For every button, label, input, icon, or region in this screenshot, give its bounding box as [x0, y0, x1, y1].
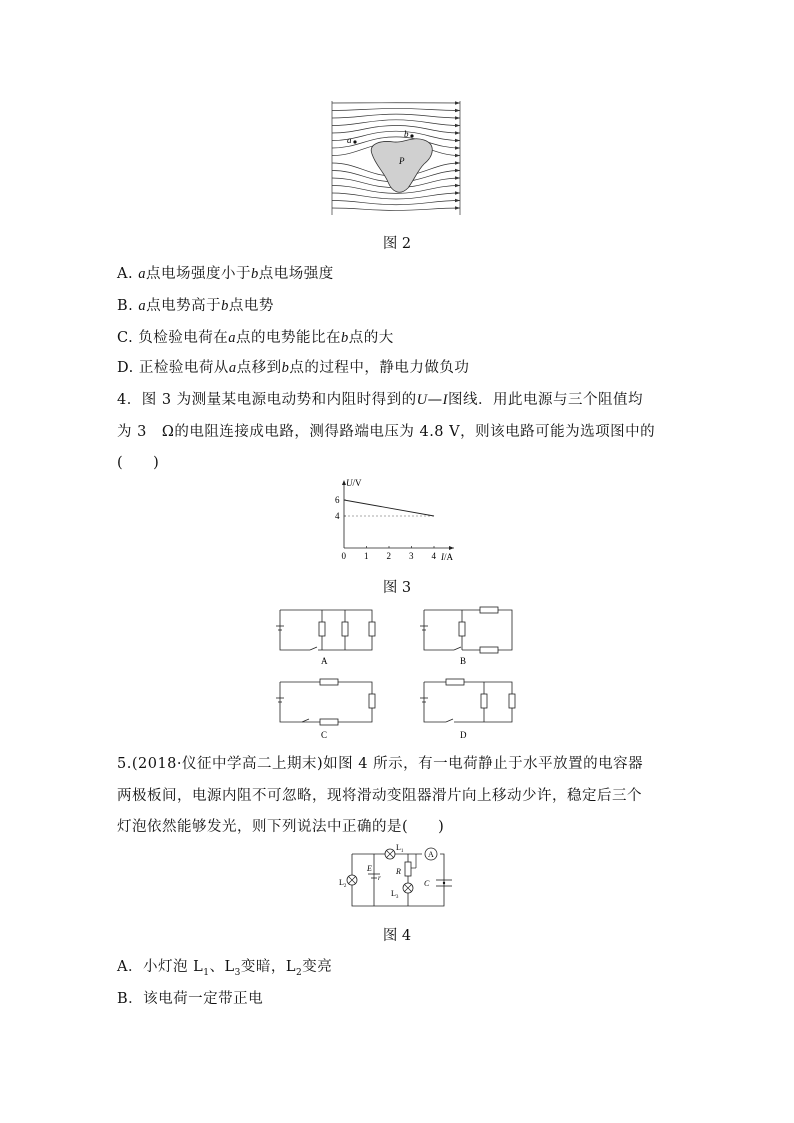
label-p: P: [399, 156, 405, 166]
x-tick-label: 2: [386, 551, 391, 561]
label-r: R: [396, 867, 401, 876]
label-r-internal: r: [378, 874, 381, 882]
chart-line-u-i: [344, 500, 434, 516]
option-5a: A．小灯泡 $L_1$、$L_3$变暗，$L_2$变亮: [117, 959, 333, 978]
circuit-option-d: [418, 678, 522, 744]
figure-4-circuit: [338, 840, 458, 912]
circuit-label-c: C: [321, 730, 328, 740]
lamp-l2: [347, 875, 357, 885]
circuit-option-b: [418, 606, 522, 670]
circuit-label-d: D: [460, 730, 467, 740]
figure-3-chart: [330, 476, 460, 566]
label-l3: $L_3$: [391, 889, 399, 900]
chart-axes: [344, 482, 454, 548]
x-tick-label: 0: [341, 551, 346, 561]
question-4-line3: ( ): [117, 455, 160, 471]
ammeter: [425, 848, 437, 860]
question-5-line1: 5.(2018·仪征中学高二上期末)如图 4 所示，有一电荷静止于水平放置的电容器: [117, 756, 644, 772]
x-tick-label: 3: [409, 551, 414, 561]
label-l1: $L_1$: [396, 843, 404, 854]
lamp-l1: [385, 849, 395, 859]
circuit-label-b: B: [460, 656, 467, 666]
option-3a: A. a点电场强度小于b点电场强度: [117, 266, 334, 282]
figure-2-caption: 图 2: [382, 236, 412, 252]
circuit-option-c: [274, 678, 378, 744]
option-3b: B. a点电势高于b点电势: [117, 298, 274, 314]
question-5-line2: 两极板间，电源内阻不可忽略，现将滑动变阻器滑片向上移动少许，稳定后三个: [117, 788, 642, 804]
circuit-label-a: A: [321, 656, 328, 666]
x-axis-label: I/A: [441, 552, 453, 562]
label-l2: $L_2$: [339, 878, 347, 889]
figure-3-caption: 图 3: [382, 580, 412, 596]
label-a: a: [347, 135, 352, 145]
x-tick-label: 4: [431, 551, 436, 561]
charge-dot: [443, 882, 445, 884]
figure-2-field-lines: [328, 98, 464, 218]
figure-4-caption: 图 4: [382, 928, 412, 944]
y-tick-label: 6: [335, 495, 340, 505]
option-3d: D. 正检验电荷从a点移到b点的过程中，静电力做负功: [117, 360, 470, 376]
label-e: E: [367, 864, 372, 873]
question-4-line1: 4．图 3 为测量某电源电动势和内阻时得到的U—I图线．用此电源与三个阻值均: [117, 392, 643, 408]
question-4-line2: 为 3 Ω的电阻连接成电路，测得路端电压为 4.8 V，则该电路可能为选项图中的: [117, 424, 656, 440]
x-tick-label: 1: [364, 551, 369, 561]
circuit-option-a: [274, 606, 378, 670]
rheostat-r: [405, 854, 416, 876]
option-3c: C. 负检验电荷在a点的电势能比在b点的大: [117, 330, 394, 346]
option-5b: B．该电荷一定带正电: [117, 991, 264, 1007]
lamp-l3: [403, 883, 413, 893]
svg-text:A: A: [428, 850, 434, 859]
question-5-line3: 灯泡依然能够发光，则下列说法中正确的是( ): [117, 819, 445, 835]
y-axis-label: U/V: [346, 478, 362, 488]
y-tick-label: 4: [335, 511, 340, 521]
label-b: b: [404, 129, 409, 139]
label-c: C: [424, 879, 430, 888]
